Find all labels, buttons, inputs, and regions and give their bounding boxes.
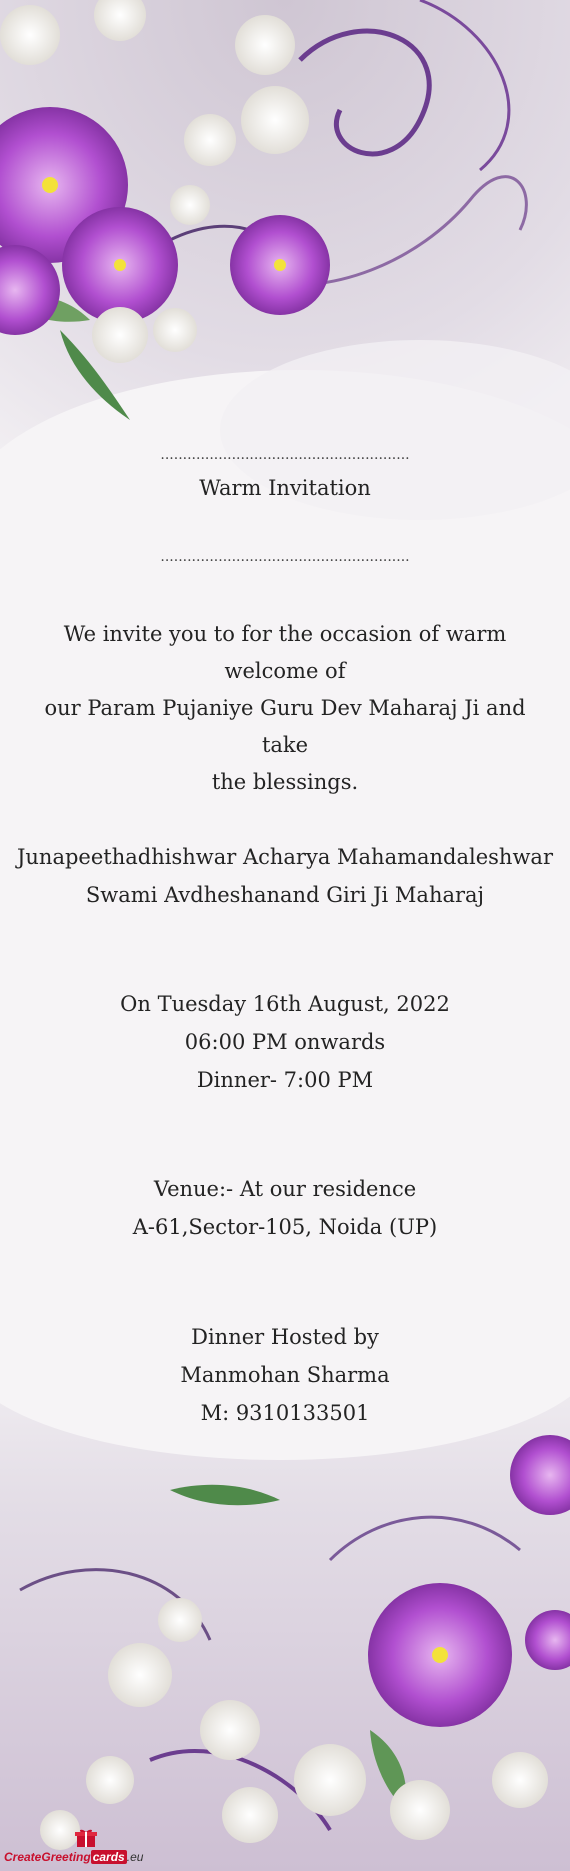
top-floral-artwork [0, 0, 570, 600]
dinner-time: Dinner- 7:00 PM [196, 1068, 374, 1092]
host-name: Manmohan Sharma [180, 1363, 390, 1387]
guru-name-block [0, 838, 570, 914]
gift-icon [74, 1828, 98, 1848]
venue-label: Venue:- At our residence [153, 1177, 417, 1201]
brand-suffix: .eu [126, 1850, 144, 1864]
intro-paragraph [0, 616, 570, 801]
host-block [0, 1318, 570, 1432]
intro-line: the blessings. [211, 770, 359, 794]
divider-dots-bottom: ........................................................ [160, 549, 410, 565]
brand-box: cards [92, 1850, 125, 1864]
intro-line: We invite you to for the occasion of warm welcome of [63, 622, 507, 683]
host-label: Dinner Hosted by [191, 1325, 379, 1349]
event-date: On Tuesday 16th August, 2022 [120, 992, 450, 1016]
intro-line: our Param Pujaniye Guru Dev Maharaj Ji and take [44, 696, 526, 757]
brand-logo[interactable] [4, 1828, 154, 1868]
date-time-block [0, 985, 570, 1099]
divider-dots-top: ........................................................ [160, 447, 410, 463]
venue-block [0, 1170, 570, 1246]
guru-title-line: Junapeethadhishwar Acharya Mahamandaleshwar [16, 845, 553, 869]
invitation-heading: Warm Invitation [199, 476, 371, 500]
guru-name-line: Swami Avdheshanand Giri Ji Maharaj [85, 883, 485, 907]
brand-prefix: CreateGreeting [4, 1850, 91, 1864]
host-phone: M: 9310133501 [200, 1401, 370, 1425]
brand-wordmark [4, 1850, 143, 1864]
event-time: 06:00 PM onwards [184, 1030, 386, 1054]
venue-address: A-61,Sector-105, Noida (UP) [132, 1215, 438, 1239]
